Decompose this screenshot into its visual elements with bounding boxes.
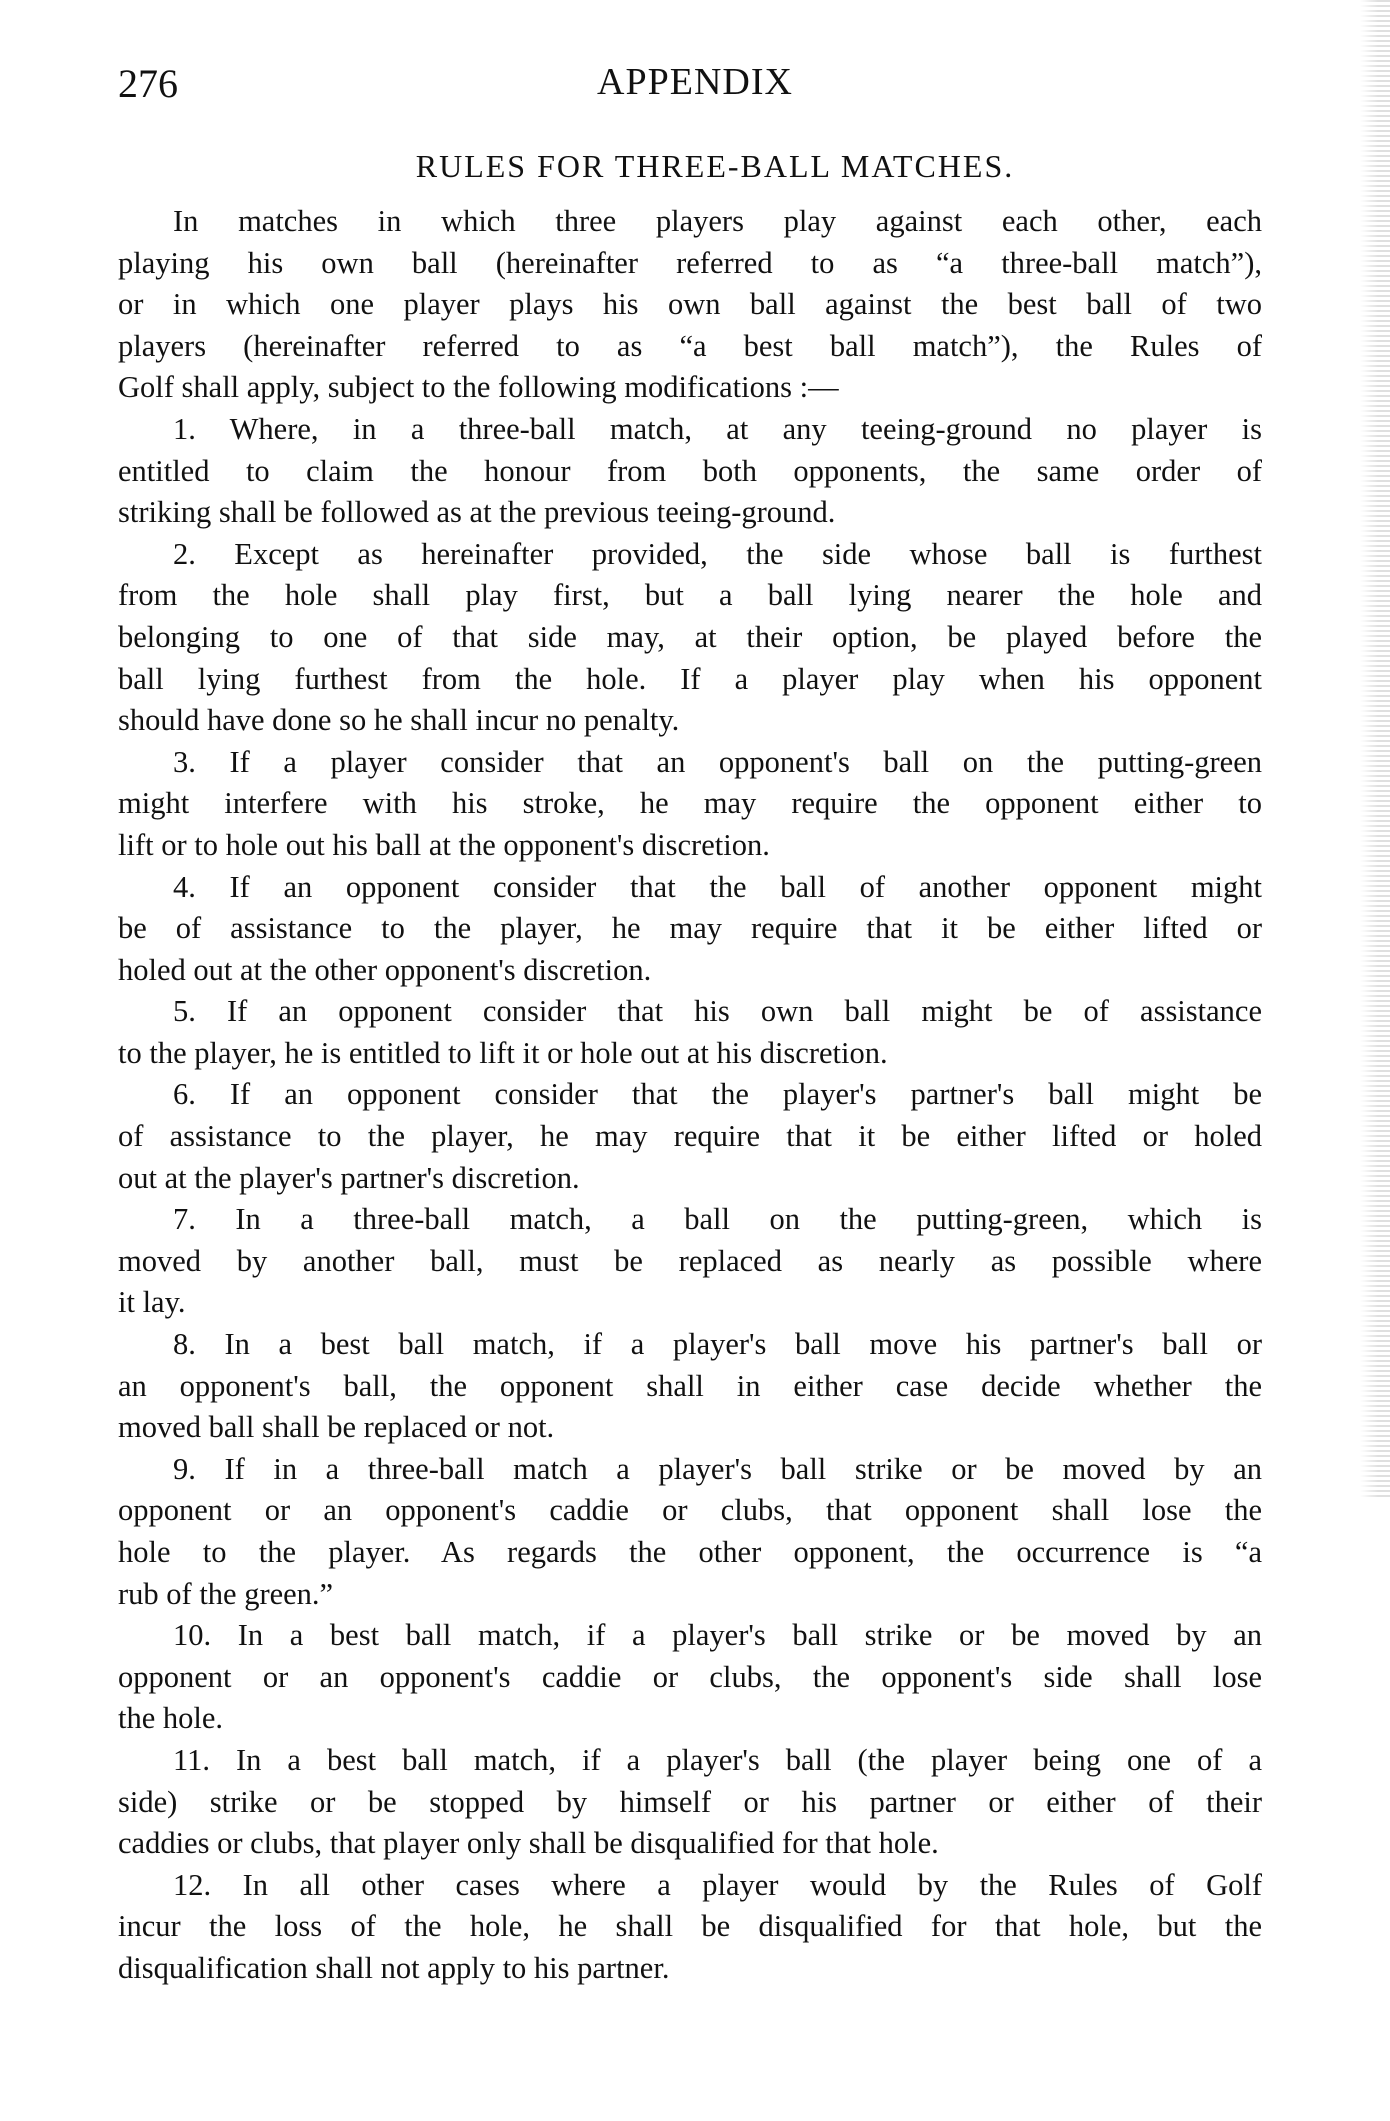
paragraph bbox=[118, 742, 1262, 867]
text-line: 11. In a best ball match, if a player's ball (the player being one of a bbox=[173, 1742, 1262, 1777]
text-line: 9. If in a three-ball match a player's ball strike or be moved by an bbox=[173, 1451, 1262, 1486]
text-line: 5. If an opponent consider that his own ball might be of assistance bbox=[173, 994, 1262, 1029]
paragraph bbox=[118, 201, 1262, 409]
text-line: 10. In a best ball match, if a player's ball strike or be moved by an bbox=[173, 1618, 1262, 1653]
text-line: might interfere with his stroke, he may require the opponent either to bbox=[118, 786, 1262, 821]
text-line: 2. Except as hereinafter provided, the side whose ball is furthest bbox=[173, 536, 1262, 571]
text-line: 3. If a player consider that an opponent's ball on the putting-green bbox=[173, 744, 1262, 779]
text-line: side) strike or be stopped by himself or his partner or either of their bbox=[118, 1784, 1262, 1819]
text-line: the hole. bbox=[118, 1701, 224, 1736]
text-line: entitled to claim the honour from both opponents, the same order of bbox=[118, 453, 1262, 488]
paragraph bbox=[118, 991, 1262, 1074]
text-line: hole to the player. As regards the other opponent, the occurrence is “a bbox=[118, 1535, 1262, 1569]
text-line: of assistance to the player, he may require that it be either lifted or holed bbox=[118, 1119, 1262, 1154]
text-line: should have done so he shall incur no penalty. bbox=[118, 703, 680, 738]
text-line: ball lying furthest from the hole. If a player play when his opponent bbox=[118, 661, 1262, 696]
body-text bbox=[118, 201, 1262, 1990]
paragraph bbox=[118, 1324, 1262, 1449]
text-line: 7. In a three-ball match, a ball on the putting-green, which is bbox=[173, 1202, 1262, 1237]
paragraph bbox=[118, 867, 1262, 992]
paragraph bbox=[118, 1615, 1262, 1740]
text-line: In matches in which three players play against each other, each bbox=[173, 204, 1262, 238]
text-line: or in which one player plays his own ball against the best ball of two bbox=[118, 287, 1262, 322]
text-line: out at the player's partner's discretion. bbox=[118, 1160, 580, 1195]
text-line: belonging to one of that side may, at their option, be played before the bbox=[118, 619, 1262, 654]
text-line: opponent or an opponent's caddie or clubs, the opponent's side shall lose bbox=[118, 1659, 1262, 1694]
text-line: 6. If an opponent consider that the player's partner's ball might be bbox=[173, 1077, 1262, 1112]
paragraph bbox=[118, 409, 1262, 534]
text-line: opponent or an opponent's caddie or clubs, that opponent shall lose the bbox=[118, 1493, 1262, 1528]
text-line: to the player, he is entitled to lift it or hole out at his discretion. bbox=[118, 1035, 888, 1070]
paragraph bbox=[118, 1865, 1262, 1990]
paragraph bbox=[118, 1740, 1262, 1865]
text-line: be of assistance to the player, he may require that it be either lifted or bbox=[118, 911, 1262, 946]
paragraph bbox=[118, 1199, 1262, 1324]
running-title: APPENDIX bbox=[597, 61, 793, 103]
text-line: it lay. bbox=[118, 1285, 186, 1320]
text-line: players (hereinafter referred to as “a best ball match”), the Rules of bbox=[118, 328, 1262, 363]
text-line: from the hole shall play first, but a ball lying nearer the hole and bbox=[118, 578, 1262, 613]
text-line: 12. In all other cases where a player would by the Rules of Golf bbox=[173, 1867, 1262, 1902]
text-line: Golf shall apply, subject to the following modifications :— bbox=[118, 370, 839, 405]
text-line: moved ball shall be replaced or not. bbox=[118, 1410, 555, 1445]
text-line: holed out at the other opponent's discretion. bbox=[118, 952, 652, 987]
text-line: moved by another ball, must be replaced as nearly as possible where bbox=[118, 1243, 1262, 1278]
text-line: disqualification shall not apply to his partner. bbox=[118, 1950, 670, 1985]
text-line: 1. Where, in a three-ball match, at any teeing-ground no player is bbox=[173, 411, 1262, 446]
section-title: RULES FOR THREE-BALL MATCHES. bbox=[415, 148, 1015, 184]
scan-edge-noise bbox=[1360, 0, 1390, 1500]
text-line: playing his own ball (hereinafter referred to as “a three-ball match”), bbox=[118, 245, 1262, 280]
text-line: lift or to hole out his ball at the opponent's discretion. bbox=[118, 827, 770, 862]
text-line: rub of the green.” bbox=[118, 1576, 334, 1611]
text-line: 8. In a best ball match, if a player's ball move his partner's ball or bbox=[173, 1327, 1262, 1362]
paragraph bbox=[118, 1074, 1262, 1199]
text-line: striking shall be followed as at the previous teeing-ground. bbox=[118, 495, 836, 530]
paragraph bbox=[118, 534, 1262, 742]
text-line: 4. If an opponent consider that the ball of another opponent might bbox=[173, 869, 1262, 904]
text-line: an opponent's ball, the opponent shall in either case decide whether the bbox=[118, 1368, 1262, 1403]
page-number: 276 bbox=[118, 61, 178, 106]
text-line: caddies or clubs, that player only shall be disqualified for that hole. bbox=[118, 1826, 939, 1861]
text-line: incur the loss of the hole, he shall be disqualified for that hole, but the bbox=[118, 1909, 1262, 1944]
paragraph bbox=[118, 1449, 1262, 1615]
